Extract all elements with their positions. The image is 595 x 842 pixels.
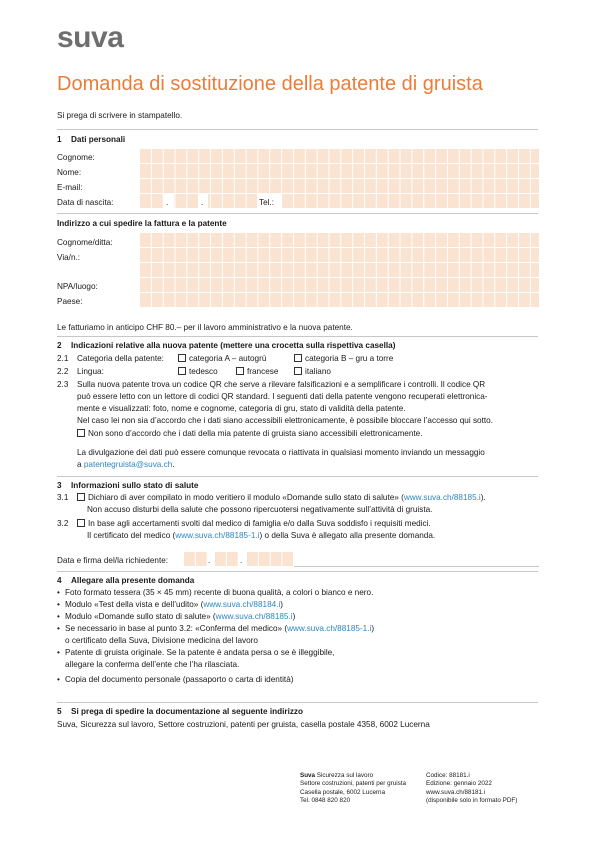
section1-heading: Dati personali [71,135,126,144]
footer-line: Tel. 0848 820 820 [300,797,351,805]
checkbox-icon [77,493,85,501]
license-category-label: Categoria della patente: [77,354,164,363]
checkbox-lang-german[interactable]: tedesco [178,366,218,377]
field-label-email: E-mail: [57,183,83,192]
qr-info-text: può essere letto con un lettore di codici QR standard. I seguenti dati della patente vengono recuperati elettronica- [77,392,488,401]
link-88185[interactable]: www.suva.ch/88185.i [215,612,293,621]
checkbox-icon [294,367,302,375]
field-label-birthdate: Data di nascita: [57,198,114,207]
revoke-contact: a patentegruista@suva.ch. [77,460,175,469]
footer-line: Casella postale, 6002 Lucerna [300,788,386,796]
section4-heading: Allegare alla presente domanda [71,576,195,585]
section5-number: 5 [57,707,62,716]
checkbox-health-declaration[interactable]: Dichiaro di aver compilato in modo veritiero il modulo «Domande sullo stato di salute» (www.suva.ch/88185.i). [77,492,486,503]
item-number: 2.3 [57,380,69,389]
checkbox-category-a[interactable]: categoria A – autogrù [178,353,266,364]
divider [57,213,538,214]
bullet-icon: • [57,675,60,684]
item-number: 3.2 [57,519,69,528]
bullet-icon: • [57,588,60,597]
section3-heading: Informazioni sullo stato di salute [71,481,199,490]
date-separator: . [166,198,169,207]
divider [57,129,538,130]
attachment-doctor-confirmation: Se necessario in base al punto 3.2: «Conferma del medico» (www.suva.ch/88185-1.i) [65,624,375,633]
link-88184[interactable]: www.suva.ch/88184.i [203,600,281,609]
bullet-icon: • [57,624,60,633]
field-label-nome: Nome: [57,168,82,177]
bullet-icon: • [57,612,60,621]
link-88185[interactable]: www.suva.ch/88185.i [403,493,481,502]
attachment-vision-test: Modulo «Test della vista e dell’udito» (www.suva.ch/88184.i) [65,600,284,609]
tel-label: Tel.: [259,198,275,207]
footer-edition: Edizione: gennaio 2022 [426,780,492,788]
checkbox-icon [236,367,244,375]
section2-heading: Indicazioni relative alla nuova patente (mettere una crocetta sulla rispettiva casella) [71,341,396,350]
footer-format-note: (disponibile solo in formato PDF) [426,797,518,805]
checkbox-icon [77,429,85,437]
signature-label: Data e firma del/la richiedente: [57,556,169,565]
divider [57,476,538,477]
item-number: 2.2 [57,367,69,376]
link-88185-1[interactable]: www.suva.ch/88185-1.i [287,624,372,633]
field-label-cognome: Cognome: [57,153,95,162]
attachment-text: allegare la conferma dell’ente che l’ha rilasciata. [65,660,240,669]
qr-info-text: Sulla nuova patente trova un codice QR che serve a rilevare falsificazioni e a semplificare i controlli. Il codice QR [77,380,486,389]
checkbox-icon [294,354,302,362]
attachment-text: o certificato della Suva, Divisione medicina del lavoro [65,636,258,645]
item-number: 3.1 [57,493,69,502]
date-separator: . [240,556,243,565]
field-label-street: Via/n.: [57,253,81,262]
section3-number: 3 [57,481,62,490]
section4-number: 4 [57,576,62,585]
signature-line[interactable] [294,566,539,567]
checkbox-lang-french[interactable]: francese [236,366,278,377]
field-label-postcode-city: NPA/luogo: [57,282,98,291]
attachment-health-form: Modulo «Domande sullo stato di salute» (www.suva.ch/88185.i) [65,612,296,621]
checkbox-opt-out[interactable]: Non sono d’accordo che i dati della mia patente di gruista siano accessibili elettronicamente. [77,428,423,439]
page-title: Domanda di sostituzione della patente di gruista [57,73,483,95]
link-88185-1[interactable]: www.suva.ch/88185-1.i [175,531,260,540]
checkbox-medical-requirements[interactable]: In base agli accertamenti svolti dal medico di famiglia e/o dalla Suva soddisfo i requisiti medici. [77,518,431,529]
bullet-icon: • [57,600,60,609]
checkbox-icon [77,519,85,527]
billing-heading: Indirizzo a cui spedire la fattura e la patente [57,219,227,228]
billing-address-grid[interactable] [139,232,539,307]
section2-number: 2 [57,341,62,350]
section1-number: 1 [57,135,62,144]
divider [57,336,538,337]
footer-line: Settore costruzioni, patenti per gruista [300,780,407,788]
postal-address: Suva, Sicurezza sul lavoro, Settore costruzioni, patenti per gruista, casella postale 4358, 6002 Lucerna [57,720,430,729]
checkbox-category-b[interactable]: categoria B – gru a torre [294,353,393,364]
fee-notice: Le fatturiamo in anticipo CHF 80.– per il lavoro amministrativo e la nuova patente. [57,323,353,332]
medical-certificate-text: Il certificato del medico (www.suva.ch/88185-1.i) o della Suva è allegato alla presente domanda. [87,531,436,540]
section5-heading: Si prega di spedire la documentazione al seguente indirizzo [71,707,304,716]
field-label-country: Paese: [57,297,83,306]
sign-day-field[interactable] [183,552,207,566]
bullet-icon: • [57,648,60,657]
divider [57,571,538,572]
footer-code: Codice: 88181.i [426,772,470,779]
date-separator: . [201,198,204,207]
intro-text: Si prega di scrivere in stampatello. [57,111,183,120]
checkbox-lang-italian[interactable]: italiano [294,366,331,377]
checkbox-icon [178,367,186,375]
sign-month-field[interactable] [214,552,238,566]
qr-info-text: Nel caso lei non sia d’accordo che i dati siano accessibili elettronicamente, è possibile bloccare l’accesso qui sotto. [77,416,493,425]
date-separator: . [208,556,211,565]
item-number: 2.1 [57,354,69,363]
health-text: Non accuso disturbi della salute che possono ripercuotersi negativamente sull’attività di gruista. [87,505,433,514]
attachment-id-copy: Copia del documento personale (passaporto o carta di identità) [65,675,294,684]
field-label-surname-company: Cognome/ditta: [57,238,113,247]
attachment-original-license: Patente di gruista originale. Se la patente è andata persa o se è illeggibile, [65,648,335,657]
suva-logo: suva [57,21,124,54]
attachment-photo: Foto formato tessera (35 × 45 mm) recente di buona qualità, a colori o bianco e nero. [65,588,374,597]
checkbox-icon [178,354,186,362]
divider [57,702,538,703]
qr-info-text: mente e visualizzati: foto, nome e cognome, categoria di gru, stato di validità della patente. [77,404,406,413]
email-link[interactable]: patentegruista@suva.ch [83,460,173,469]
language-label: Lingua: [77,367,104,376]
revoke-text: La divulgazione dei dati può essere comunque revocata o riattivata in qualsiasi momento inviando un messaggio [77,448,485,457]
footer-url: www.suva.ch/88181.i [426,788,486,796]
sign-year-field[interactable] [246,552,293,566]
footer-org: Suva Sicurezza sul lavoro [300,772,374,779]
